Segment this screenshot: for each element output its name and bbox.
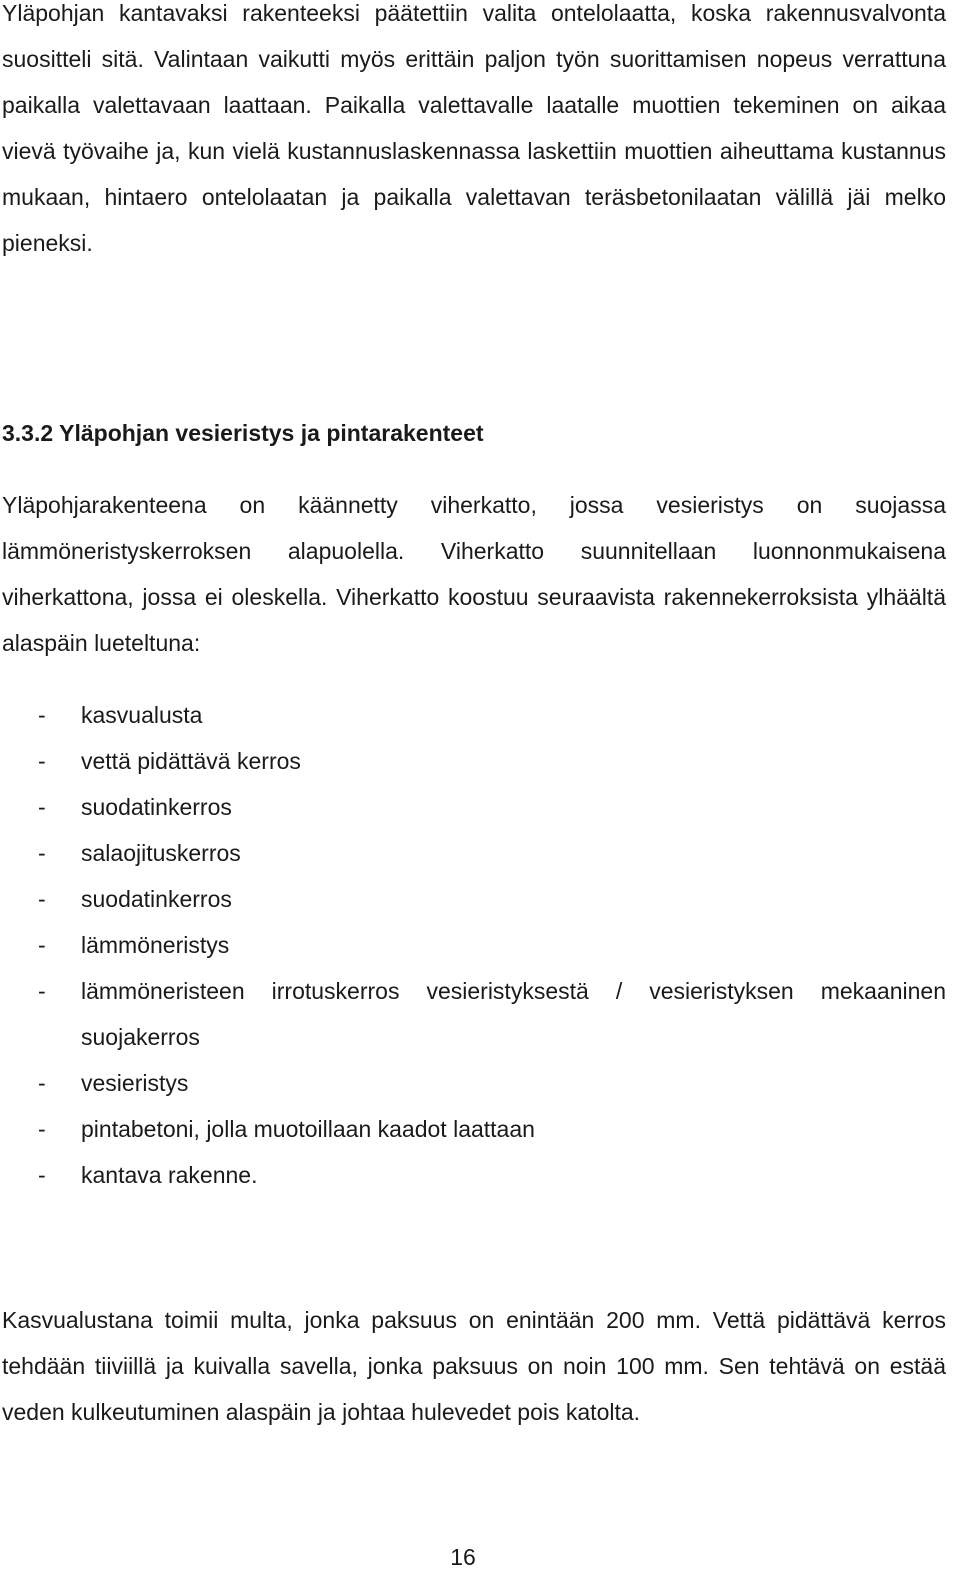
list-item-text: vesieristys xyxy=(81,1070,189,1096)
list-dash: - xyxy=(38,794,46,820)
list-item-text: vettä pidättävä kerros xyxy=(81,748,301,774)
list-item xyxy=(0,784,946,830)
list-dash: - xyxy=(38,840,46,866)
list-item-text: lämmöneristeen irrotuskerros vesieristyksestä / vesieristyksen mekaaninen suojakerros xyxy=(81,978,946,1050)
body-paragraph: Kasvualustana toimii multa, jonka paksuus on enintään 200 mm. Vettä pidättävä kerros tehdään tiiviillä ja kuivalla savella, jonka paksuus on noin 100 mm. Sen tehtävä on estää veden kulkeutuminen alaspäin ja johtaa hulevedet pois katolta. xyxy=(2,1307,946,1425)
list-dash: - xyxy=(38,932,46,958)
list-item-text: suodatinkerros xyxy=(81,794,232,820)
list-item xyxy=(0,1106,946,1152)
list-item xyxy=(0,738,946,784)
section-heading: 3.3.2 Yläpohjan vesieristys ja pintarakenteet xyxy=(2,420,484,446)
list-item xyxy=(0,922,946,968)
list-item xyxy=(0,830,946,876)
list-dash: - xyxy=(38,978,46,1004)
layer-list xyxy=(0,692,946,1198)
list-dash: - xyxy=(38,702,46,728)
list-dash: - xyxy=(38,1116,46,1142)
page-number: 16 xyxy=(450,1544,476,1570)
list-item xyxy=(0,1152,946,1198)
list-dash: - xyxy=(38,1162,46,1188)
list-item-text: lämmöneristys xyxy=(81,932,230,958)
list-item-text: pintabetoni, jolla muotoillaan kaadot laattaan xyxy=(81,1116,535,1142)
list-item-text: suodatinkerros xyxy=(81,886,232,912)
body-paragraph: Yläpohjarakenteena on käännetty viherkatto, jossa vesieristys on suojassa lämmöneristyskerroksen alapuolella. Viherkatto suunnitellaan luonnonmukaisena viherkattona, jossa ei oleskella. Viherkatto koostuu seuraavista rakennekerroksista ylhäältä alaspäin lueteltuna: xyxy=(2,492,946,656)
list-dash: - xyxy=(38,748,46,774)
list-item xyxy=(0,876,946,922)
list-item xyxy=(0,692,946,738)
list-item-text: salaojituskerros xyxy=(81,840,241,866)
list-item-text: kantava rakenne. xyxy=(81,1162,258,1188)
list-item xyxy=(0,968,946,1060)
body-paragraph: Yläpohjan kantavaksi rakenteeksi päätettiin valita ontelolaatta, koska rakennusvalvonta suositteli sitä. Valintaan vaikutti myös erittäin paljon työn suorittamisen nopeus verrattuna paikalla valettavaan laattaan. Paikalla valettavalle laatalle muottien tekeminen on aikaa vievä työvaihe ja, kun vielä kustannuslaskennassa laskettiin muottien aiheuttama kustannus mukaan, hintaero ontelolaatan ja paikalla valettavan teräsbetonilaatan välillä jäi melko pieneksi. xyxy=(2,0,946,256)
list-item-text: kasvualusta xyxy=(81,702,203,728)
list-dash: - xyxy=(38,886,46,912)
list-dash: - xyxy=(38,1070,46,1096)
list-item xyxy=(0,1060,946,1106)
